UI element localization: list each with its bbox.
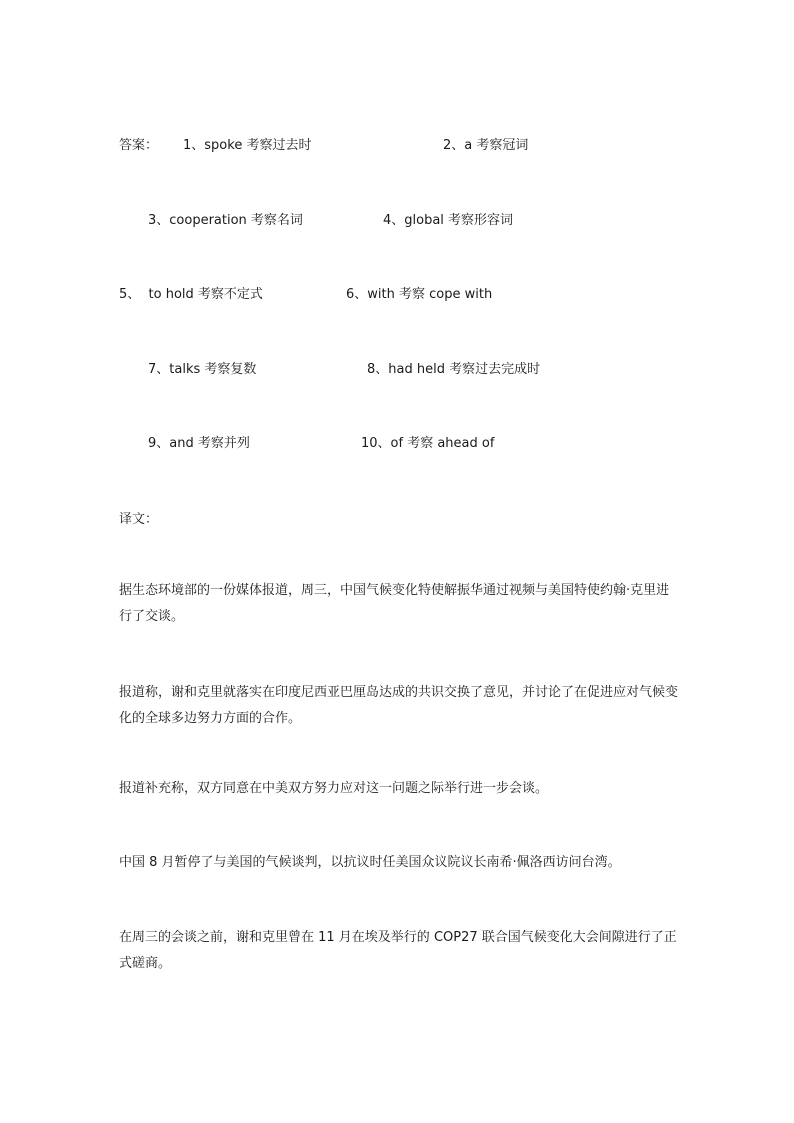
translation-paragraph-2: 报道称，谢和克里就落实在印度尼西亚巴厘岛达成的共识交换了意见，并讨论了在促进应对气候变化的全球多边努力方面的合作。 (119, 685, 679, 726)
translation-paragraph-1: 据生态环境部的一份媒体报道，周三，中国气候变化特使解振华通过视频与美国特使约翰·克里进行了交谈。 (119, 583, 670, 624)
translation-paragraph-3: 报道补充称，双方同意在中美双方努力应对这一问题之际举行进一步会谈。 (119, 781, 549, 796)
answer-item-5: 5、 to hold 考察不定式 (119, 287, 263, 302)
answer-item-10: 10、of 考察 ahead of (361, 436, 495, 451)
answer-item-8: 8、had held 考察过去完成时 (367, 362, 541, 377)
answer-item-6: 6、with 考察 cope with (346, 287, 493, 302)
translation-paragraph-5: 在周三的会谈之前，谢和克里曾在 11 月在埃及举行的 COP27 联合国气候变化大会间隙进行了正式磋商。 (119, 930, 677, 971)
translation-label: 译文： (119, 512, 159, 527)
answer-item-2: 2、a 考察冠词 (443, 138, 529, 153)
answer-item-1: 1、spoke 考察过去时 (183, 138, 312, 153)
answer-item-9: 9、and 考察并列 (148, 436, 250, 451)
translation-paragraph-4: 中国 8 月暂停了与美国的气候谈判，以抗议时任美国众议院议长南希·佩洛西访问台湾。 (119, 855, 621, 870)
answer-item-7: 7、talks 考察复数 (148, 362, 257, 377)
answer-item-3: 3、cooperation 考察名词 (148, 213, 303, 228)
answers-label: 答案： (119, 138, 159, 153)
answer-item-4: 4、global 考察形容词 (383, 213, 514, 228)
